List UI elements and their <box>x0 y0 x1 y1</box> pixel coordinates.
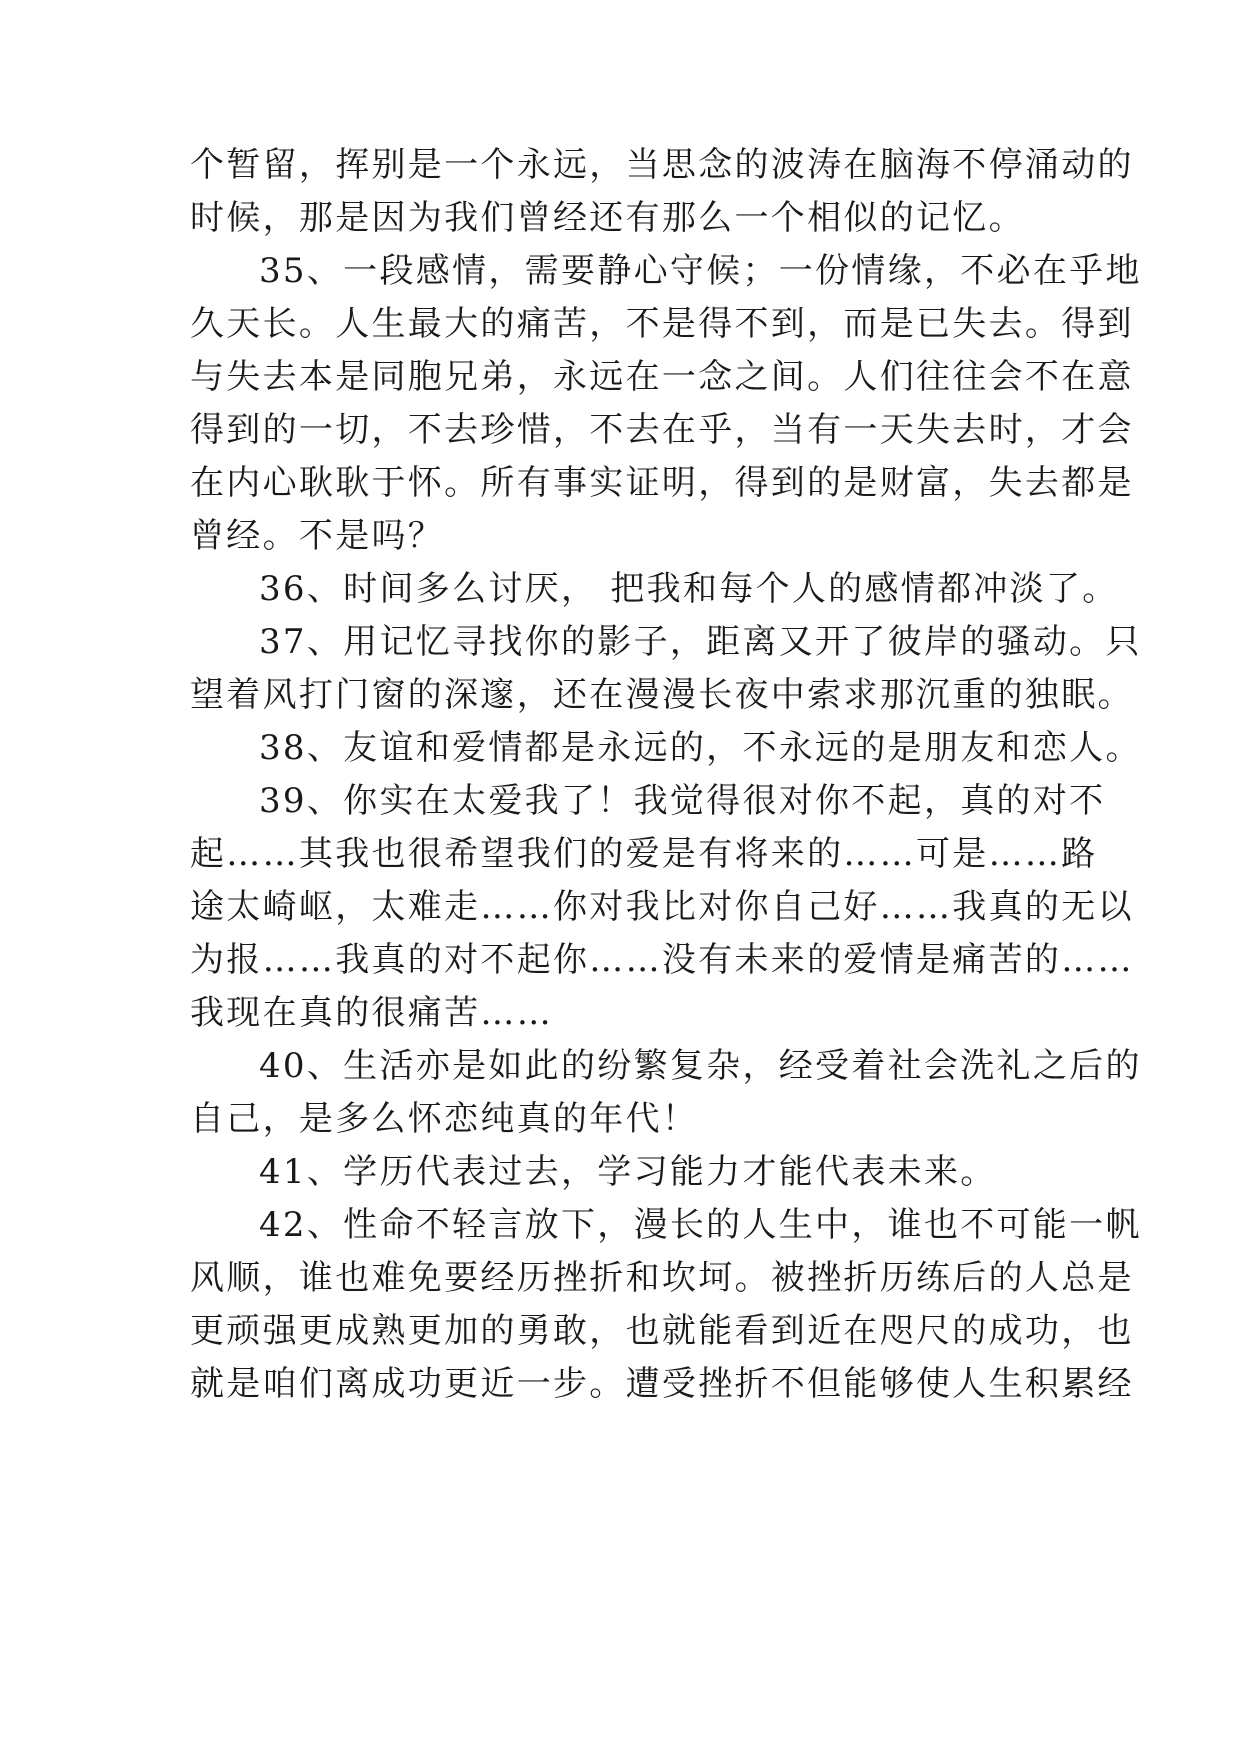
paragraph-39-start: 39、你实在太爱我了！我觉得很对你不起，真的对不 <box>259 781 1106 821</box>
paragraph-35-start: 35、一段感情，需要静心守候；一份情缘，不必在乎地 <box>259 251 1142 291</box>
text-line: 与失去本是同胞兄弟，永远在一念之间。人们往往会不在意 <box>190 357 1134 397</box>
paragraph-42-start: 42、性命不轻言放下，漫长的人生中，谁也不可能一帆 <box>259 1205 1142 1245</box>
text-line: 途太崎岖，太难走……你对我比对你自己好……我真的无以 <box>190 887 1134 927</box>
paragraph-36: 36、时间多么讨厌， 把我和每个人的感情都冲淡了。 <box>259 569 1119 609</box>
paragraph-37-start: 37、用记忆寻找你的影子，距离又开了彼岸的骚动。只 <box>259 622 1142 662</box>
text-line: 就是咱们离成功更近一步。遭受挫折不但能够使人生积累经 <box>190 1364 1134 1404</box>
text-line: 时候，那是因为我们曾经还有那么一个相似的记忆。 <box>190 198 1025 238</box>
text-line: 久天长。人生最大的痛苦，不是得不到，而是已失去。得到 <box>190 304 1134 344</box>
text-line: 得到的一切，不去珍惜，不去在乎，当有一天失去时，才会 <box>190 410 1134 450</box>
text-line: 在内心耿耿于怀。所有事实证明，得到的是财富，失去都是 <box>190 463 1134 503</box>
text-line: 我现在真的很痛苦…… <box>190 993 553 1033</box>
text-line: 更顽强更成熟更加的勇敢，也就能看到近在咫尺的成功，也 <box>190 1311 1134 1351</box>
paragraph-38: 38、友谊和爱情都是永远的，不永远的是朋友和恋人。 <box>259 728 1142 768</box>
text-line: 起……其我也很希望我们的爱是有将来的……可是……路 <box>190 834 1098 874</box>
paragraph-40-start: 40、生活亦是如此的纷繁复杂，经受着社会洗礼之后的 <box>259 1046 1142 1086</box>
text-line: 为报……我真的对不起你……没有未来的爱情是痛苦的…… <box>190 940 1134 980</box>
paragraph-41: 41、学历代表过去，学习能力才能代表未来。 <box>259 1152 997 1192</box>
text-line: 风顺，谁也难免要经历挫折和坎坷。被挫折历练后的人总是 <box>190 1258 1134 1298</box>
text-line: 曾经。不是吗？ <box>190 516 445 556</box>
text-line: 望着风打门窗的深邃，还在漫漫长夜中索求那沉重的独眠。 <box>190 675 1134 715</box>
text-line: 自己，是多么怀恋纯真的年代！ <box>190 1099 699 1139</box>
text-line: 个暂留，挥别是一个永远，当思念的波涛在脑海不停涌动的 <box>190 145 1134 185</box>
